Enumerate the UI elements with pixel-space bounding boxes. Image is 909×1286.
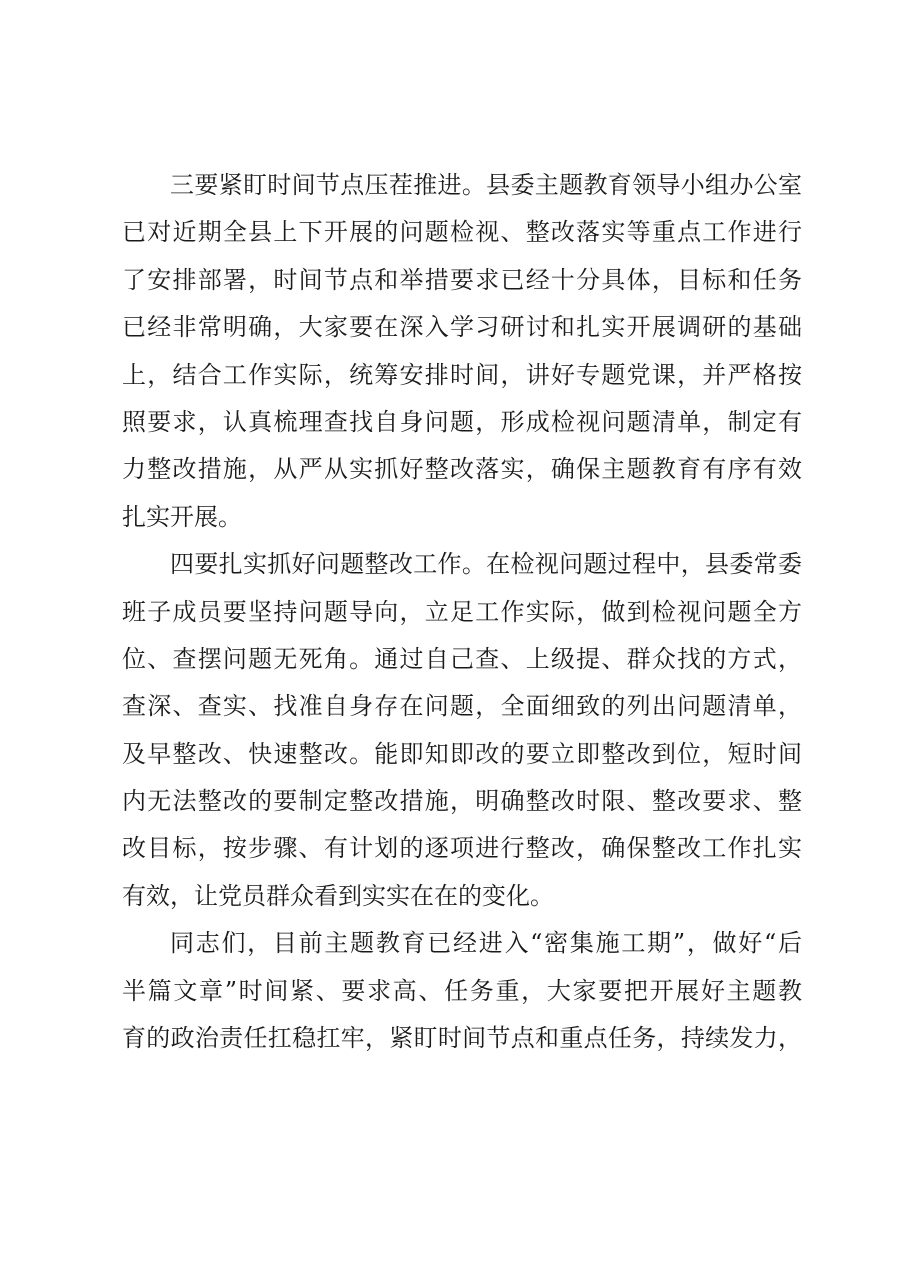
- paragraph-1: [122, 162, 802, 541]
- document-body: [122, 162, 802, 1062]
- text-line: 内无法整改的要制定整改措施，明确整改时限、整改要求、整: [122, 787, 802, 816]
- text-line: 已经非常明确，大家要在深入学习研讨和扎实开展调研的基础: [122, 313, 802, 342]
- text-line: 扎实开展。: [122, 502, 242, 531]
- text-line: 照要求，认真梳理查找自身问题，形成检视问题清单，制定有: [122, 407, 802, 436]
- text-line: 三要紧盯时间节点压茬推进。县委主题教育领导小组办公室: [170, 171, 802, 199]
- text-line: 了安排部署，时间节点和举措要求已经十分具体，目标和任务: [122, 265, 802, 294]
- text-line: 四要扎实抓好问题整改工作。在检视问题过程中，县委常委: [170, 550, 802, 579]
- paragraph-2: [122, 541, 802, 920]
- text-line: 改目标，按步骤、有计划的逐项进行整改，确保整改工作扎实: [122, 834, 802, 863]
- text-line: 力整改措施，从严从实抓好整改落实，确保主题教育有序有效: [122, 455, 802, 484]
- text-line: 及早整改、快速整改。能即知即改的要立即整改到位，短时间: [122, 739, 802, 768]
- text-line: 上，结合工作实际，统筹安排时间，讲好专题党课，并严格按: [122, 360, 802, 389]
- text-line: 育的政治责任扛稳扛牢，紧盯时间节点和重点任务，持续发力，: [122, 1024, 802, 1053]
- text-line: 班子成员要坚持问题导向，立足工作实际，做到检视问题全方: [122, 597, 802, 626]
- text-line: 有效，让党员群众看到实实在在的变化。: [122, 881, 554, 910]
- paragraph-3: [122, 920, 802, 1062]
- text-line: 位、查摆问题无死角。通过自己查、上级提、群众找的方式，: [122, 644, 802, 673]
- text-line: 已对近期全县上下开展的问题检视、整改落实等重点工作进行: [122, 218, 802, 247]
- text-line: 同志们，目前主题教育已经进入“密集施工期”，做好“后: [170, 929, 802, 958]
- text-line: 查深、查实、找准自身存在问题，全面细致的列出问题清单，: [122, 692, 802, 721]
- text-line: 半篇文章”时间紧、要求高、任务重，大家要把开展好主题教: [122, 976, 802, 1005]
